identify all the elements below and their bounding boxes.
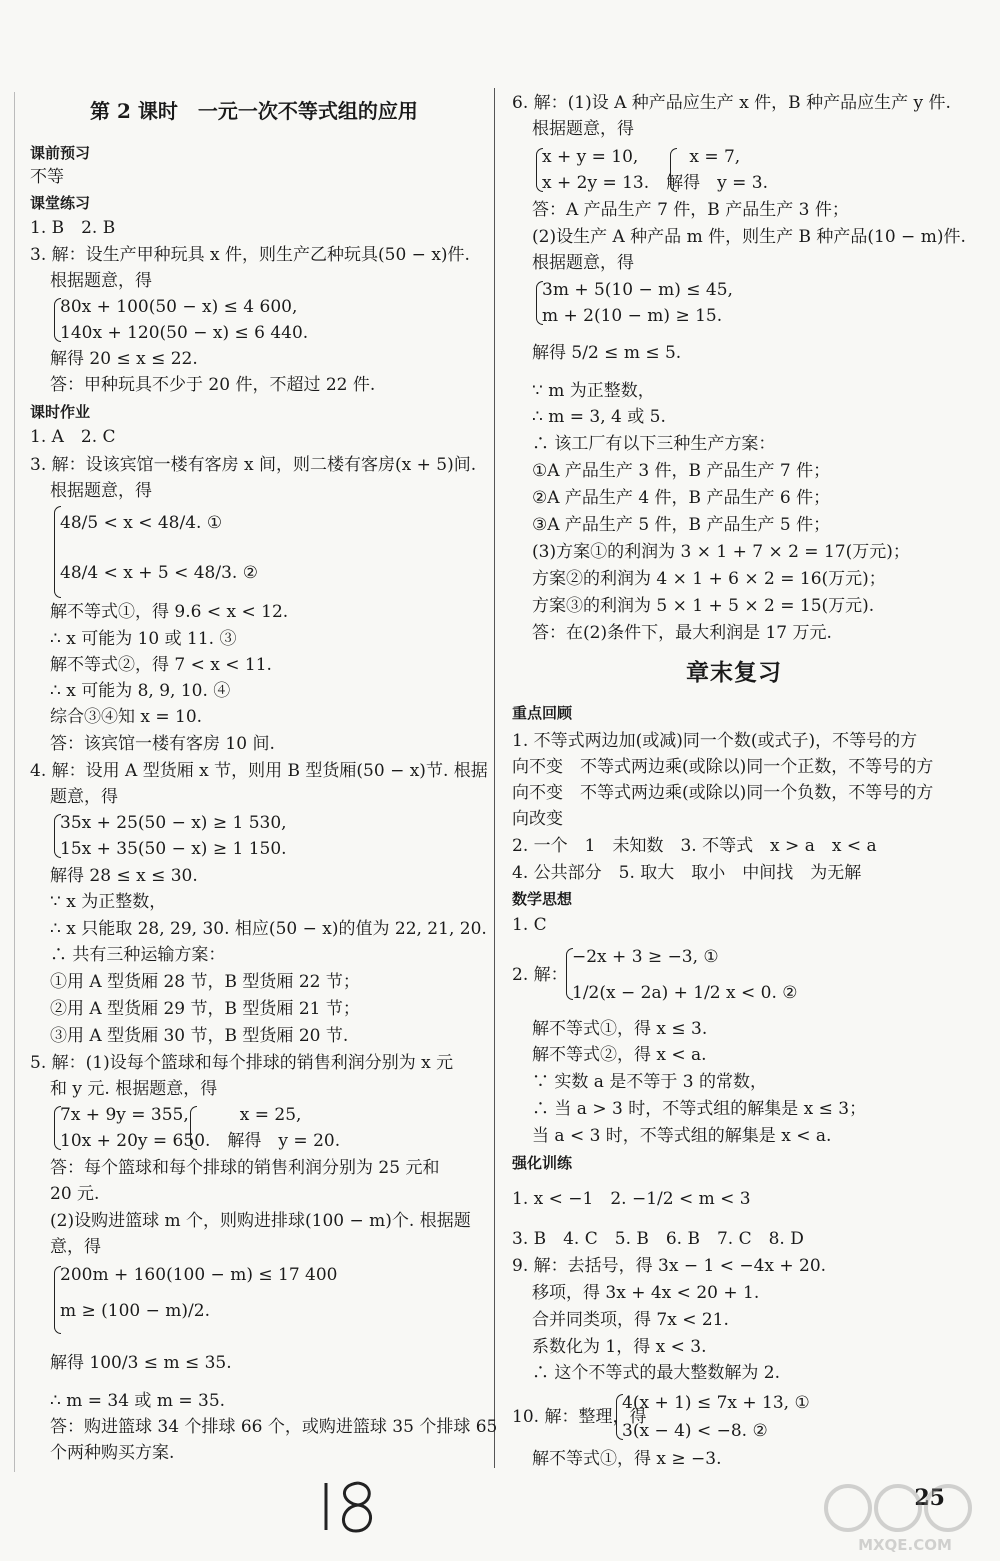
text-line: 3m + 5(10 − m) ≤ 45, bbox=[542, 280, 733, 300]
text-line: ③用 A 型货厢 30 节，B 型货厢 20 节. bbox=[50, 1026, 349, 1046]
text-line: ∴ 这个不等式的最大整数解为 2. bbox=[532, 1363, 781, 1383]
text-line: ∴ 当 a > 3 时，不等式组的解集是 x ≤ 3； bbox=[532, 1099, 867, 1119]
equation-brace bbox=[670, 148, 677, 192]
text-line: 7x + 9y = 355, x = 25, bbox=[60, 1105, 302, 1125]
text-line: 根据题意，得 bbox=[532, 119, 634, 139]
text-line: ∴ x 可能为 8, 9, 10. ④ bbox=[50, 681, 231, 701]
text-line: ∴ 共有三种运输方案： bbox=[50, 945, 226, 965]
text-line: 解不等式②，得 7 < x < 11. bbox=[50, 655, 272, 675]
section-heading: 课时作业 bbox=[30, 403, 91, 421]
text-line: 1. 不等式两边加(或减)同一个数(或式子)，不等号的方 bbox=[512, 731, 918, 751]
equation-brace bbox=[616, 1394, 623, 1440]
text-line: 10. 解：整理，得 bbox=[512, 1407, 647, 1427]
text-line: 48/5 < x < 48/4. ① bbox=[60, 513, 223, 533]
text-line: 解不等式②，得 x < a. bbox=[532, 1045, 707, 1065]
text-line: 解得 5/2 ≤ m ≤ 5. bbox=[532, 343, 682, 363]
text-line: 答：甲种玩具不少于 20 件，不超过 22 件. bbox=[50, 375, 376, 395]
text-line: 20 元. bbox=[50, 1184, 100, 1204]
text-line: 解得 100/3 ≤ m ≤ 35. bbox=[50, 1353, 232, 1373]
text-line: (2)设购进篮球 m 个，则购进排球(100 − m)个. 根据题 bbox=[50, 1211, 471, 1231]
page-edge bbox=[14, 92, 15, 1472]
text-line: 题意，得 bbox=[50, 787, 118, 807]
text-line: 解不等式①，得 x ≥ −3. bbox=[532, 1449, 722, 1469]
text-line: 解不等式①，得 x ≤ 3. bbox=[532, 1019, 708, 1039]
text-line: 解得 20 ≤ x ≤ 22. bbox=[50, 349, 198, 369]
text-line: 不等 bbox=[30, 167, 64, 187]
text-line: x + 2y = 13. 解得 y = 3. bbox=[542, 173, 769, 193]
text-line: 1. A 2. C bbox=[30, 427, 116, 447]
equation-brace bbox=[190, 1106, 197, 1150]
text-line: 和 y 元. 根据题意，得 bbox=[50, 1079, 218, 1099]
text-line: 根据题意，得 bbox=[50, 271, 152, 291]
text-line: m + 2(10 − m) ≥ 15. bbox=[542, 306, 723, 326]
text-line: 综合③④知 x = 10. bbox=[50, 707, 203, 727]
equation-brace bbox=[566, 948, 573, 1000]
text-line: 9. 解：去括号，得 3x − 1 < −4x + 20. bbox=[512, 1256, 827, 1276]
text-line: ①A 产品生产 3 件，B 产品生产 7 件； bbox=[532, 461, 831, 481]
text-line: ②A 产品生产 4 件，B 产品生产 6 件； bbox=[532, 488, 831, 508]
text-line: 移项，得 3x + 4x < 20 + 1. bbox=[532, 1283, 760, 1303]
text-line: ②用 A 型货厢 29 节，B 型货厢 21 节； bbox=[50, 999, 360, 1019]
equation-brace bbox=[536, 281, 543, 325]
text-line: 方案②的利润为 4 × 1 + 6 × 2 = 16(万元)； bbox=[532, 569, 886, 589]
text-line: (3)方案①的利润为 3 × 1 + 7 × 2 = 17(万元)； bbox=[532, 542, 910, 562]
text-line: 35x + 25(50 − x) ≥ 1 530, bbox=[60, 813, 287, 833]
text-line: 答：在(2)条件下，最大利润是 17 万元. bbox=[532, 623, 832, 643]
text-line: 80x + 100(50 − x) ≤ 4 600, bbox=[60, 297, 298, 317]
equation-brace bbox=[54, 814, 61, 858]
text-line: 4. 解：设用 A 型货厢 x 节，则用 B 型货厢(50 − x)节. 根据 bbox=[30, 761, 488, 781]
text-line: 向不变 不等式两边乘(或除以)同一个负数，不等号的方 bbox=[512, 783, 934, 803]
text-line: 3. 解：设该宾馆一楼有客房 x 间，则二楼有客房(x + 5)间. bbox=[30, 455, 477, 475]
text-line: 1. C bbox=[512, 915, 547, 935]
text-line: 4(x + 1) ≤ 7x + 13, ① bbox=[622, 1393, 810, 1413]
equation-brace bbox=[536, 148, 543, 192]
text-line: ∵ x 为正整数， bbox=[50, 892, 167, 912]
equation-brace bbox=[54, 506, 61, 598]
text-line: 答：每个篮球和每个排球的销售利润分别为 25 元和 bbox=[50, 1158, 440, 1178]
text-line: 140x + 120(50 − x) ≤ 6 440. bbox=[60, 323, 309, 343]
text-line: ③A 产品生产 5 件，B 产品生产 5 件； bbox=[532, 515, 831, 535]
text-line: ∴ x 可能为 10 或 11. ③ bbox=[50, 629, 237, 649]
text-line: 合并同类项，得 7x < 21. bbox=[532, 1310, 729, 1330]
text-line: 1. x < −1 2. −1/2 < m < 3 bbox=[512, 1189, 751, 1209]
text-line: 2. 一个 1 未知数 3. 不等式 x > a x < a bbox=[512, 836, 877, 856]
text-line: 48/4 < x + 5 < 48/3. ② bbox=[60, 563, 258, 583]
section-heading: 课堂练习 bbox=[30, 194, 91, 212]
text-line: ∴ 该工厂有以下三种生产方案： bbox=[532, 434, 776, 454]
text-line: 方案③的利润为 5 × 1 + 5 × 2 = 15(万元). bbox=[532, 596, 875, 616]
text-line: 200m + 160(100 − m) ≤ 17 400 bbox=[60, 1265, 338, 1285]
text-line: 3. 解：设生产甲种玩具 x 件，则生产乙种玩具(50 − x)件. bbox=[30, 245, 470, 265]
text-line: 10x + 20y = 650. 解得 y = 20. bbox=[60, 1131, 341, 1151]
text-line: 1. B 2. B bbox=[30, 218, 116, 238]
text-line: 答：购进篮球 34 个排球 66 个，或购进篮球 35 个排球 65 bbox=[50, 1417, 498, 1437]
text-line: 解不等式①，得 9.6 < x < 12. bbox=[50, 602, 289, 622]
text-line: ∴ m = 3, 4 或 5. bbox=[532, 407, 666, 427]
handwritten-mark bbox=[318, 1475, 378, 1535]
text-line: 1/2(x − 2a) + 1/2 x < 0. ② bbox=[572, 983, 798, 1003]
text-line: 根据题意，得 bbox=[532, 253, 634, 273]
text-line: 4. 公共部分 5. 取大 取小 中间找 为无解 bbox=[512, 863, 862, 883]
section-heading: 强化训练 bbox=[512, 1154, 573, 1172]
text-line: 5. 解：(1)设每个篮球和每个排球的销售利润分别为 x 元 bbox=[30, 1053, 454, 1073]
text-line: (2)设生产 A 种产品 m 件，则生产 B 种产品(10 − m)件. bbox=[532, 227, 966, 247]
equation-brace bbox=[54, 1106, 61, 1150]
page-title: 第 2 课时 一元一次不等式组的应用 bbox=[90, 99, 418, 123]
text-line: ∴ m = 34 或 m = 35. bbox=[50, 1391, 226, 1411]
text-line: 向改变 bbox=[512, 809, 563, 829]
text-line: ①用 A 型货厢 28 节，B 型货厢 22 节； bbox=[50, 972, 360, 992]
page-number: 25 bbox=[914, 1485, 945, 1511]
text-line: 答：该宾馆一楼有客房 10 间. bbox=[50, 734, 275, 754]
watermark-logo bbox=[820, 1480, 990, 1555]
page-title: 章末复习 bbox=[686, 659, 782, 686]
column-divider bbox=[494, 88, 495, 1468]
equation-brace bbox=[54, 298, 61, 342]
text-line: 6. 解：(1)设 A 种产品应生产 x 件，B 种产品应生产 y 件. bbox=[512, 93, 951, 113]
section-heading: 数学思想 bbox=[512, 890, 573, 908]
text-line: m ≥ (100 − m)/2. bbox=[60, 1301, 211, 1321]
text-line: −2x + 3 ≥ −3, ① bbox=[572, 947, 719, 967]
text-line: 3(x − 4) < −8. ② bbox=[622, 1421, 768, 1441]
text-line: 15x + 35(50 − x) ≥ 1 150. bbox=[60, 839, 287, 859]
text-line: 3. B 4. C 5. B 6. B 7. C 8. D bbox=[512, 1229, 804, 1249]
text-line: 解得 28 ≤ x ≤ 30. bbox=[50, 866, 198, 886]
text-line: 向不变 不等式两边乘(或除以)同一个正数，不等号的方 bbox=[512, 757, 934, 777]
text-line: 意，得 bbox=[50, 1237, 101, 1257]
section-heading: 重点回顾 bbox=[512, 704, 573, 722]
text-line: 个两种购买方案. bbox=[50, 1443, 175, 1463]
equation-brace bbox=[54, 1266, 61, 1334]
text-line: ∵ 实数 a 是不等于 3 的常数， bbox=[532, 1072, 767, 1092]
text-line: 2. 解： bbox=[512, 965, 568, 985]
text-line: 答：A 产品生产 7 件，B 产品生产 3 件； bbox=[532, 200, 849, 220]
text-line: 系数化为 1，得 x < 3. bbox=[532, 1337, 707, 1357]
text-line: x + y = 10, x = 7, bbox=[542, 147, 741, 167]
text-line: 当 a < 3 时，不等式组的解集是 x < a. bbox=[532, 1126, 832, 1146]
text-line: 根据题意，得 bbox=[50, 481, 152, 501]
svg-text:MXQE.COM: MXQE.COM bbox=[858, 1536, 952, 1554]
section-heading: 课前预习 bbox=[30, 144, 91, 162]
text-line: ∵ m 为正整数， bbox=[532, 381, 655, 401]
text-line: ∴ x 只能取 28, 29, 30. 相应(50 − x)的值为 22, 21, 20. bbox=[50, 919, 487, 939]
